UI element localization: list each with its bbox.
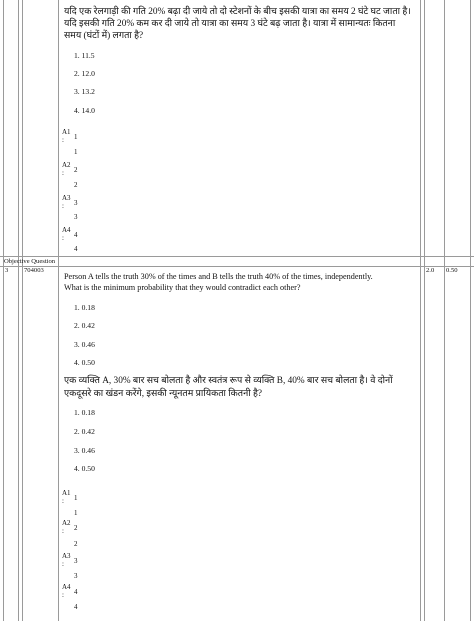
- q2-answer-sub-2: 2: [74, 181, 78, 189]
- q3-answer-value-2: 2: [74, 524, 78, 532]
- q3-answer-colon-3: :: [62, 560, 64, 568]
- q3-answer-value-4: 4: [74, 588, 78, 596]
- q2-hindi-line-2: यदि इसकी गति 20% कम कर दी जाये तो यात्रा का समय 3 घंटे बढ़ जाता है। यात्रा में सामान्यतः कितना: [64, 19, 396, 29]
- q3-hi-option-1: 1. 0.18: [74, 408, 95, 417]
- q3-answer-sub-4: 4: [74, 603, 78, 611]
- table-border-left: [3, 0, 4, 621]
- section-label: Objective Question: [4, 258, 56, 265]
- q2-answer-value-4: 4: [74, 231, 78, 239]
- table-border-col2: [22, 0, 23, 621]
- q3-answer-label-2: A2: [62, 519, 71, 527]
- q2-answer-value-3: 3: [74, 199, 78, 207]
- q2-answer-sub-3: 3: [74, 213, 78, 221]
- q3-answer-value-1: 1: [74, 494, 78, 502]
- table-border-col4: [420, 0, 421, 621]
- q3-answer-label-4: A4: [62, 583, 71, 591]
- q2-answer-sub-4: 4: [74, 245, 78, 253]
- q3-hi-option-4: 4. 0.50: [74, 464, 95, 473]
- q2-hindi-line-3: समय (घंटों में) लगता है?: [64, 31, 144, 41]
- q2-answer-sub-1: 1: [74, 148, 78, 156]
- q3-answer-sub-1: 1: [74, 509, 78, 517]
- q3-en-option-4: 4. 0.50: [74, 358, 95, 367]
- q2-answer-colon-4: :: [62, 234, 64, 242]
- q3-hindi-line-2: एकदूसरे का खंडन करेंगे, इसकी न्यूनतम प्रायिकता कितनी है?: [64, 389, 263, 399]
- q2-answer-colon-1: :: [62, 136, 64, 144]
- q2-answer-label-3: A3: [62, 194, 71, 202]
- q2-option-2: 2. 12.0: [74, 69, 95, 78]
- table-border-col6: [444, 0, 445, 621]
- q2-answer-label-1: A1: [62, 128, 71, 136]
- q2-option-1: 1. 11.5: [74, 51, 95, 60]
- q3-hi-option-3: 3. 0.46: [74, 446, 95, 455]
- q2-answer-value-1: 1: [74, 133, 78, 141]
- row-divider-top: [0, 256, 474, 257]
- q3-en-option-1: 1. 0.18: [74, 303, 95, 312]
- q3-english-line-2: What is the minimum probability that they would contradict each other?: [64, 283, 301, 292]
- q3-answer-colon-1: :: [62, 497, 64, 505]
- table-border-right: [470, 0, 471, 621]
- table-border-col1: [18, 0, 19, 621]
- q2-hindi-line-1: यदि एक रेलगाड़ी की गति 20% बढ़ा दी जाये तो दो स्टेशनों के बीच इसकी यात्रा का समय 2 घंटे घट जाता है।: [64, 7, 411, 17]
- q3-number: 3: [5, 267, 9, 274]
- q2-answer-label-4: A4: [62, 226, 71, 234]
- q2-answer-value-2: 2: [74, 166, 78, 174]
- row-divider-bottom: [0, 266, 474, 267]
- q3-answer-colon-2: :: [62, 527, 64, 535]
- q3-en-option-2: 2. 0.42: [74, 321, 95, 330]
- q2-option-4: 4. 14.0: [74, 106, 95, 115]
- q2-answer-colon-2: :: [62, 169, 64, 177]
- q3-answer-colon-4: :: [62, 591, 64, 599]
- q3-answer-label-3: A3: [62, 552, 71, 560]
- q3-answer-sub-2: 2: [74, 540, 78, 548]
- q3-answer-sub-3: 3: [74, 572, 78, 580]
- q2-answer-colon-3: :: [62, 202, 64, 210]
- q3-en-option-3: 3. 0.46: [74, 340, 95, 349]
- q3-english-line-1: Person A tells the truth 30% of the times and B tells the truth 40% of the times, independently.: [64, 272, 373, 281]
- table-border-col3: [58, 0, 59, 621]
- q3-id: 704003: [24, 267, 44, 274]
- q2-option-3: 3. 13.2: [74, 87, 95, 96]
- q3-negative-marks: 0.50: [446, 267, 458, 274]
- q3-answer-label-1: A1: [62, 489, 71, 497]
- table-border-col5: [424, 0, 425, 621]
- q2-answer-label-2: A2: [62, 161, 71, 169]
- q3-answer-value-3: 3: [74, 557, 78, 565]
- q3-hi-option-2: 2. 0.42: [74, 427, 95, 436]
- q3-hindi-line-1: एक व्यक्ति A, 30% बार सच बोलता है और स्वतंत्र रूप से व्यक्ति B, 40% बार सच बोलता है। वे दोनों: [64, 376, 393, 386]
- q3-marks: 2.0: [426, 267, 435, 274]
